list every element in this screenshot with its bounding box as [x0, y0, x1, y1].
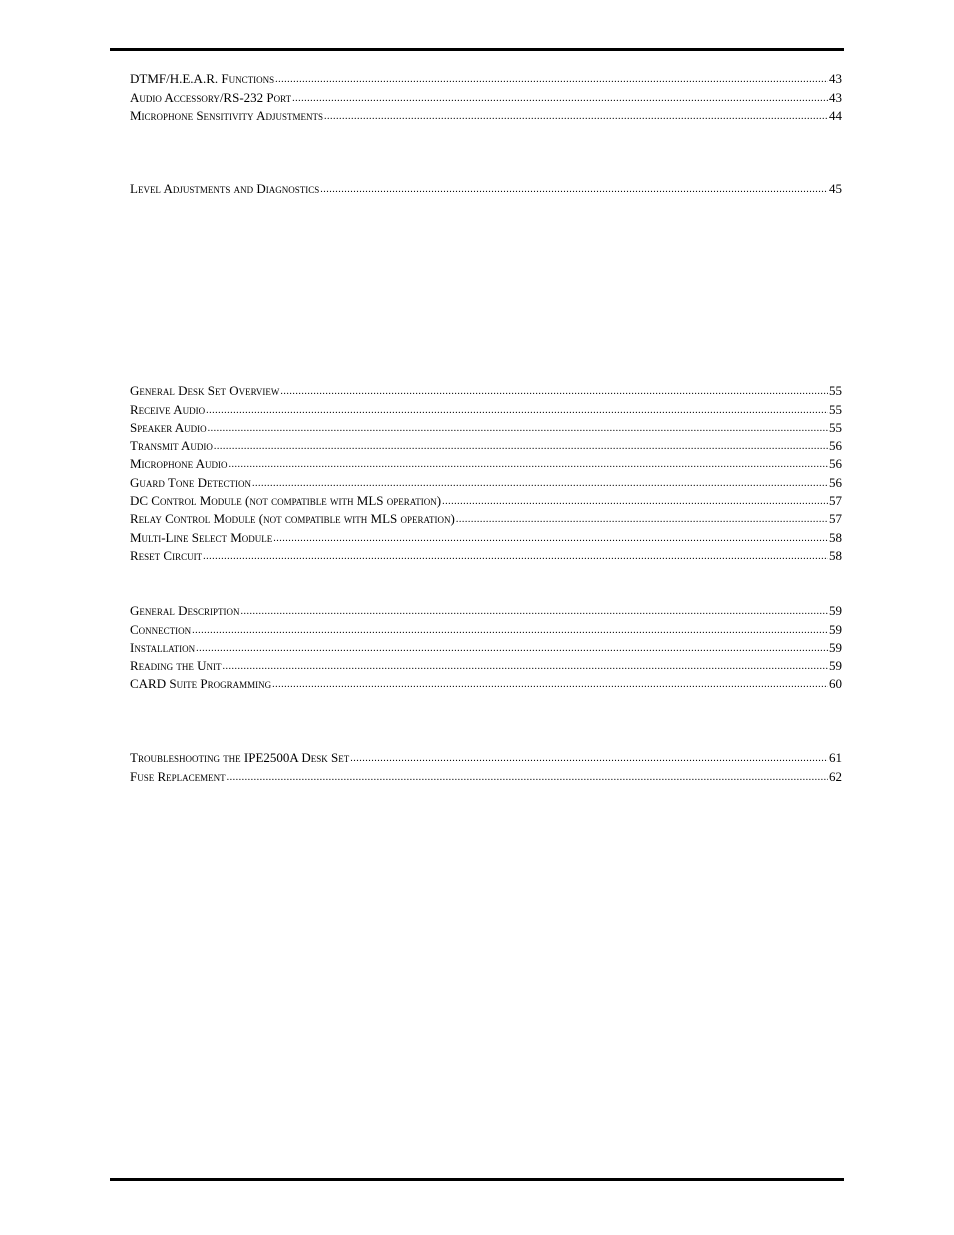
toc-entry[interactable]: [130, 527, 842, 545]
dot-leader: [192, 624, 828, 638]
toc-entry-page: 55: [829, 401, 842, 417]
toc-group: [130, 179, 842, 197]
toc-group: [130, 381, 842, 564]
toc-group: [130, 601, 842, 692]
toc-entry-page: 62: [829, 768, 842, 784]
toc-entry-title: Speaker Audio: [130, 419, 207, 435]
toc-entry-page: 56: [829, 456, 842, 472]
dot-leader: [456, 513, 828, 527]
toc-entry-page: 43: [829, 71, 842, 87]
toc-entry[interactable]: [130, 106, 842, 124]
toc-entry[interactable]: [130, 509, 842, 527]
toc-entry-page: 59: [829, 603, 842, 619]
dot-leader: [350, 752, 828, 766]
toc-entry-title: Reset Circuit: [130, 547, 203, 563]
toc-entry-title: Reading the Unit: [130, 658, 222, 674]
toc-group: [130, 69, 842, 124]
toc-entry[interactable]: [130, 674, 842, 692]
toc-entry-page: 59: [829, 621, 842, 637]
toc-entry-title: Microphone Audio: [130, 456, 228, 472]
toc-entry[interactable]: [130, 87, 842, 105]
toc-entry-page: 45: [829, 181, 842, 197]
toc-entry[interactable]: [130, 436, 842, 454]
toc-entry-title: Microphone Sensitivity Adjustments: [130, 107, 323, 123]
toc-entry-title: General Desk Set Overview: [130, 383, 280, 399]
footer-rule: [110, 1178, 844, 1181]
toc-entry-page: 44: [829, 107, 842, 123]
dot-leader: [324, 110, 828, 124]
toc-entry-page: 58: [829, 529, 842, 545]
dot-leader: [196, 642, 828, 656]
dot-leader: [252, 477, 828, 491]
toc-entry[interactable]: [130, 638, 842, 656]
toc-group: [130, 748, 842, 785]
toc-entry-page: 61: [829, 750, 842, 766]
toc-entry[interactable]: [130, 454, 842, 472]
toc-entry-title: Guard Tone Detection: [130, 474, 251, 490]
toc-entry-page: 57: [829, 493, 842, 509]
toc-entry[interactable]: [130, 491, 842, 509]
dot-leader: [227, 771, 828, 785]
toc-entry[interactable]: [130, 766, 842, 784]
toc-entry-title: Troubleshooting the IPE2500A Desk Set: [130, 750, 350, 766]
toc-entry[interactable]: [130, 418, 842, 436]
toc-entry[interactable]: [130, 399, 842, 417]
dot-leader: [203, 550, 828, 564]
dot-leader: [214, 440, 828, 454]
toc-entry-page: 59: [829, 639, 842, 655]
header-rule: [110, 48, 844, 51]
toc-entry-page: 55: [829, 419, 842, 435]
toc-entry[interactable]: [130, 748, 842, 766]
toc-entry-title: CARD Suite Programming: [130, 676, 272, 692]
toc-entry-title: DC Control Module (not compatible with MLS operation): [130, 493, 442, 509]
toc-entry-title: Receive Audio: [130, 401, 206, 417]
toc-entry-page: 43: [829, 89, 842, 105]
toc-entry[interactable]: [130, 601, 842, 619]
dot-leader: [320, 183, 828, 197]
toc-entry-page: 59: [829, 658, 842, 674]
toc-entry-title: Transmit Audio: [130, 438, 213, 454]
toc-entry-title: Audio Accessory/RS-232 Port: [130, 89, 292, 105]
dot-leader: [273, 532, 828, 546]
toc-entry-page: 58: [829, 547, 842, 563]
toc-entry[interactable]: [130, 619, 842, 637]
dot-leader: [292, 92, 828, 106]
dot-leader: [223, 660, 828, 674]
toc-entry-title: Installation: [130, 639, 196, 655]
toc-entry[interactable]: [130, 656, 842, 674]
toc-entry-page: 56: [829, 474, 842, 490]
toc-entry[interactable]: [130, 546, 842, 564]
toc-entry[interactable]: [130, 69, 842, 87]
dot-leader: [275, 73, 828, 87]
dot-leader: [206, 404, 828, 418]
dot-leader: [228, 458, 828, 472]
toc-entry[interactable]: [130, 381, 842, 399]
toc-entry[interactable]: [130, 472, 842, 490]
toc-entry-title: General Description: [130, 603, 240, 619]
dot-leader: [280, 385, 828, 399]
toc-entry-title: DTMF/H.E.A.R. Functions: [130, 71, 275, 87]
toc-entry-page: 56: [829, 438, 842, 454]
toc-entry-title: Fuse Replacement: [130, 768, 226, 784]
toc-entry-title: Multi-Line Select Module: [130, 529, 273, 545]
toc-entry-title: Level Adjustments and Diagnostics: [130, 181, 320, 197]
dot-leader: [442, 495, 828, 509]
toc-entry-page: 57: [829, 511, 842, 527]
toc-entry[interactable]: [130, 179, 842, 197]
toc-entry-title: Relay Control Module (not compatible with MLS operation): [130, 511, 455, 527]
toc-entry-page: 55: [829, 383, 842, 399]
toc-entry-title: Connection: [130, 621, 192, 637]
dot-leader: [272, 678, 828, 692]
toc-entry-page: 60: [829, 676, 842, 692]
dot-leader: [241, 605, 828, 619]
dot-leader: [208, 422, 828, 436]
